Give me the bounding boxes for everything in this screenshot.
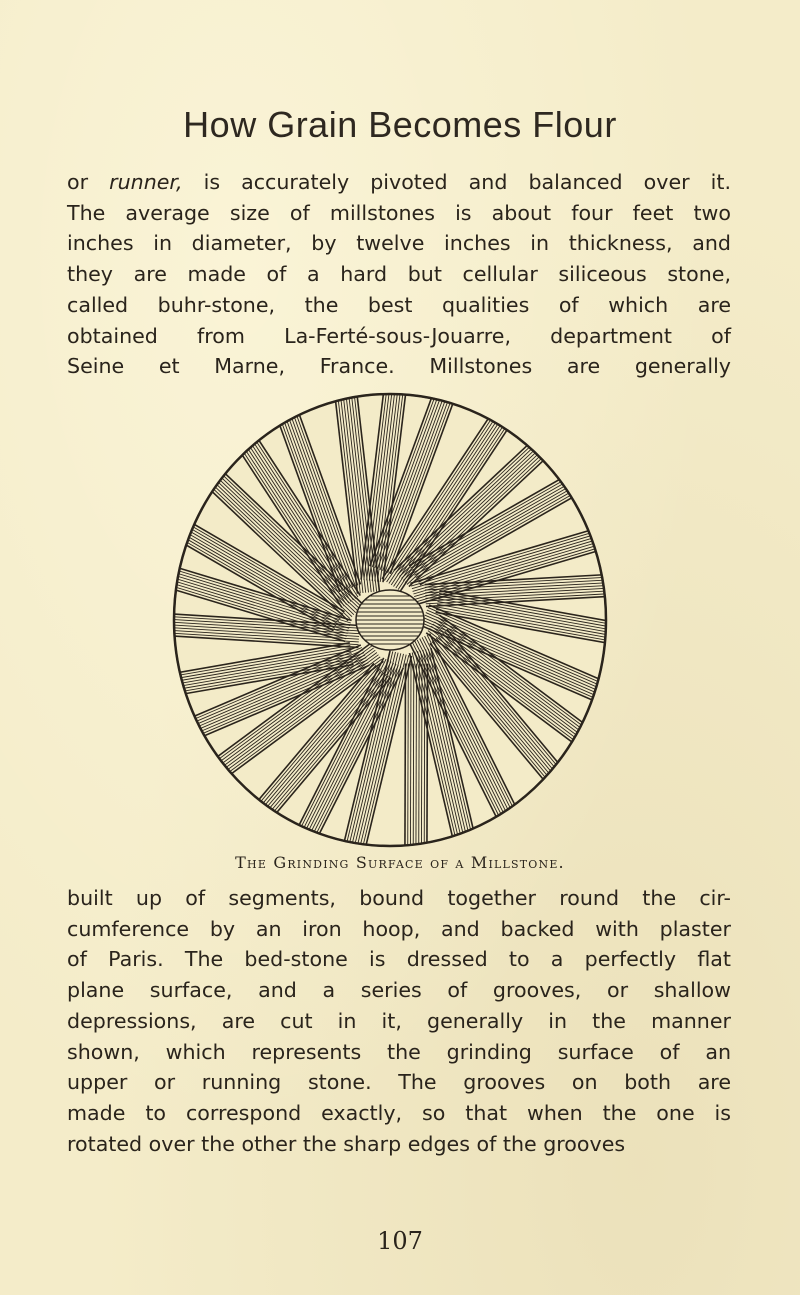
paragraph-2-line-9: rotated over the other the sharp edges of the grooves <box>67 1131 626 1156</box>
page-number: 107 <box>377 1227 423 1255</box>
paragraph-2-line-2: cumference by an iron hoop, and backed with plaster <box>67 916 731 941</box>
paragraph-2-line-4: plane surface, and a series of grooves, or shallow <box>67 978 731 1003</box>
paragraph-2-line-3: of Paris. The bed-stone is dressed to a perfectly flat <box>67 947 731 972</box>
paragraph-2-line-6: shown, which represents the grinding surface of an <box>67 1039 731 1064</box>
paragraph-2 <box>67 883 731 1159</box>
paragraph-1-line-7: Seine et Marne, France. Millstones are generally <box>67 354 731 379</box>
groove-line <box>427 664 428 858</box>
running-head: How Grain Becomes Flour <box>183 104 617 145</box>
paragraph-2-line-5: depressions, are cut in it, generally in the manner <box>67 1008 731 1033</box>
paragraph-1-line-6: obtained from La-Ferté-sous-Jouarre, department of <box>67 323 731 348</box>
paragraph-1 <box>67 167 731 382</box>
line-1-prefix: or <box>67 170 110 194</box>
paragraph-1-line-3: inches in diameter, by twelve inches in thickness, and <box>67 231 731 256</box>
paragraph-1-line-1 <box>67 167 731 198</box>
line-1-suffix: is accurately pivoted and balanced over it. <box>182 170 731 194</box>
figure-caption: The Grinding Surface of a Millstone. <box>235 853 565 872</box>
paragraph-2-line-7: upper or running stone. The grooves on both are <box>67 1070 731 1095</box>
paragraph-1-line-2: The average size of millstones is about four feet two <box>67 200 731 225</box>
paragraph-2-line-8: made to correspond exactly, so that when the one is <box>67 1100 731 1125</box>
paragraph-2-line-1: built up of segments, bound together round the cir- <box>67 886 731 910</box>
groove-line <box>405 664 406 859</box>
paragraph-1-line-5: called buhr-stone, the best qualities of which are <box>67 292 731 317</box>
millstone-drawing <box>170 388 610 858</box>
millstone-illustration <box>170 388 610 858</box>
italic-term: runner, <box>109 170 183 194</box>
paragraph-1-line-4: they are made of a hard but cellular siliceous stone, <box>67 262 731 287</box>
